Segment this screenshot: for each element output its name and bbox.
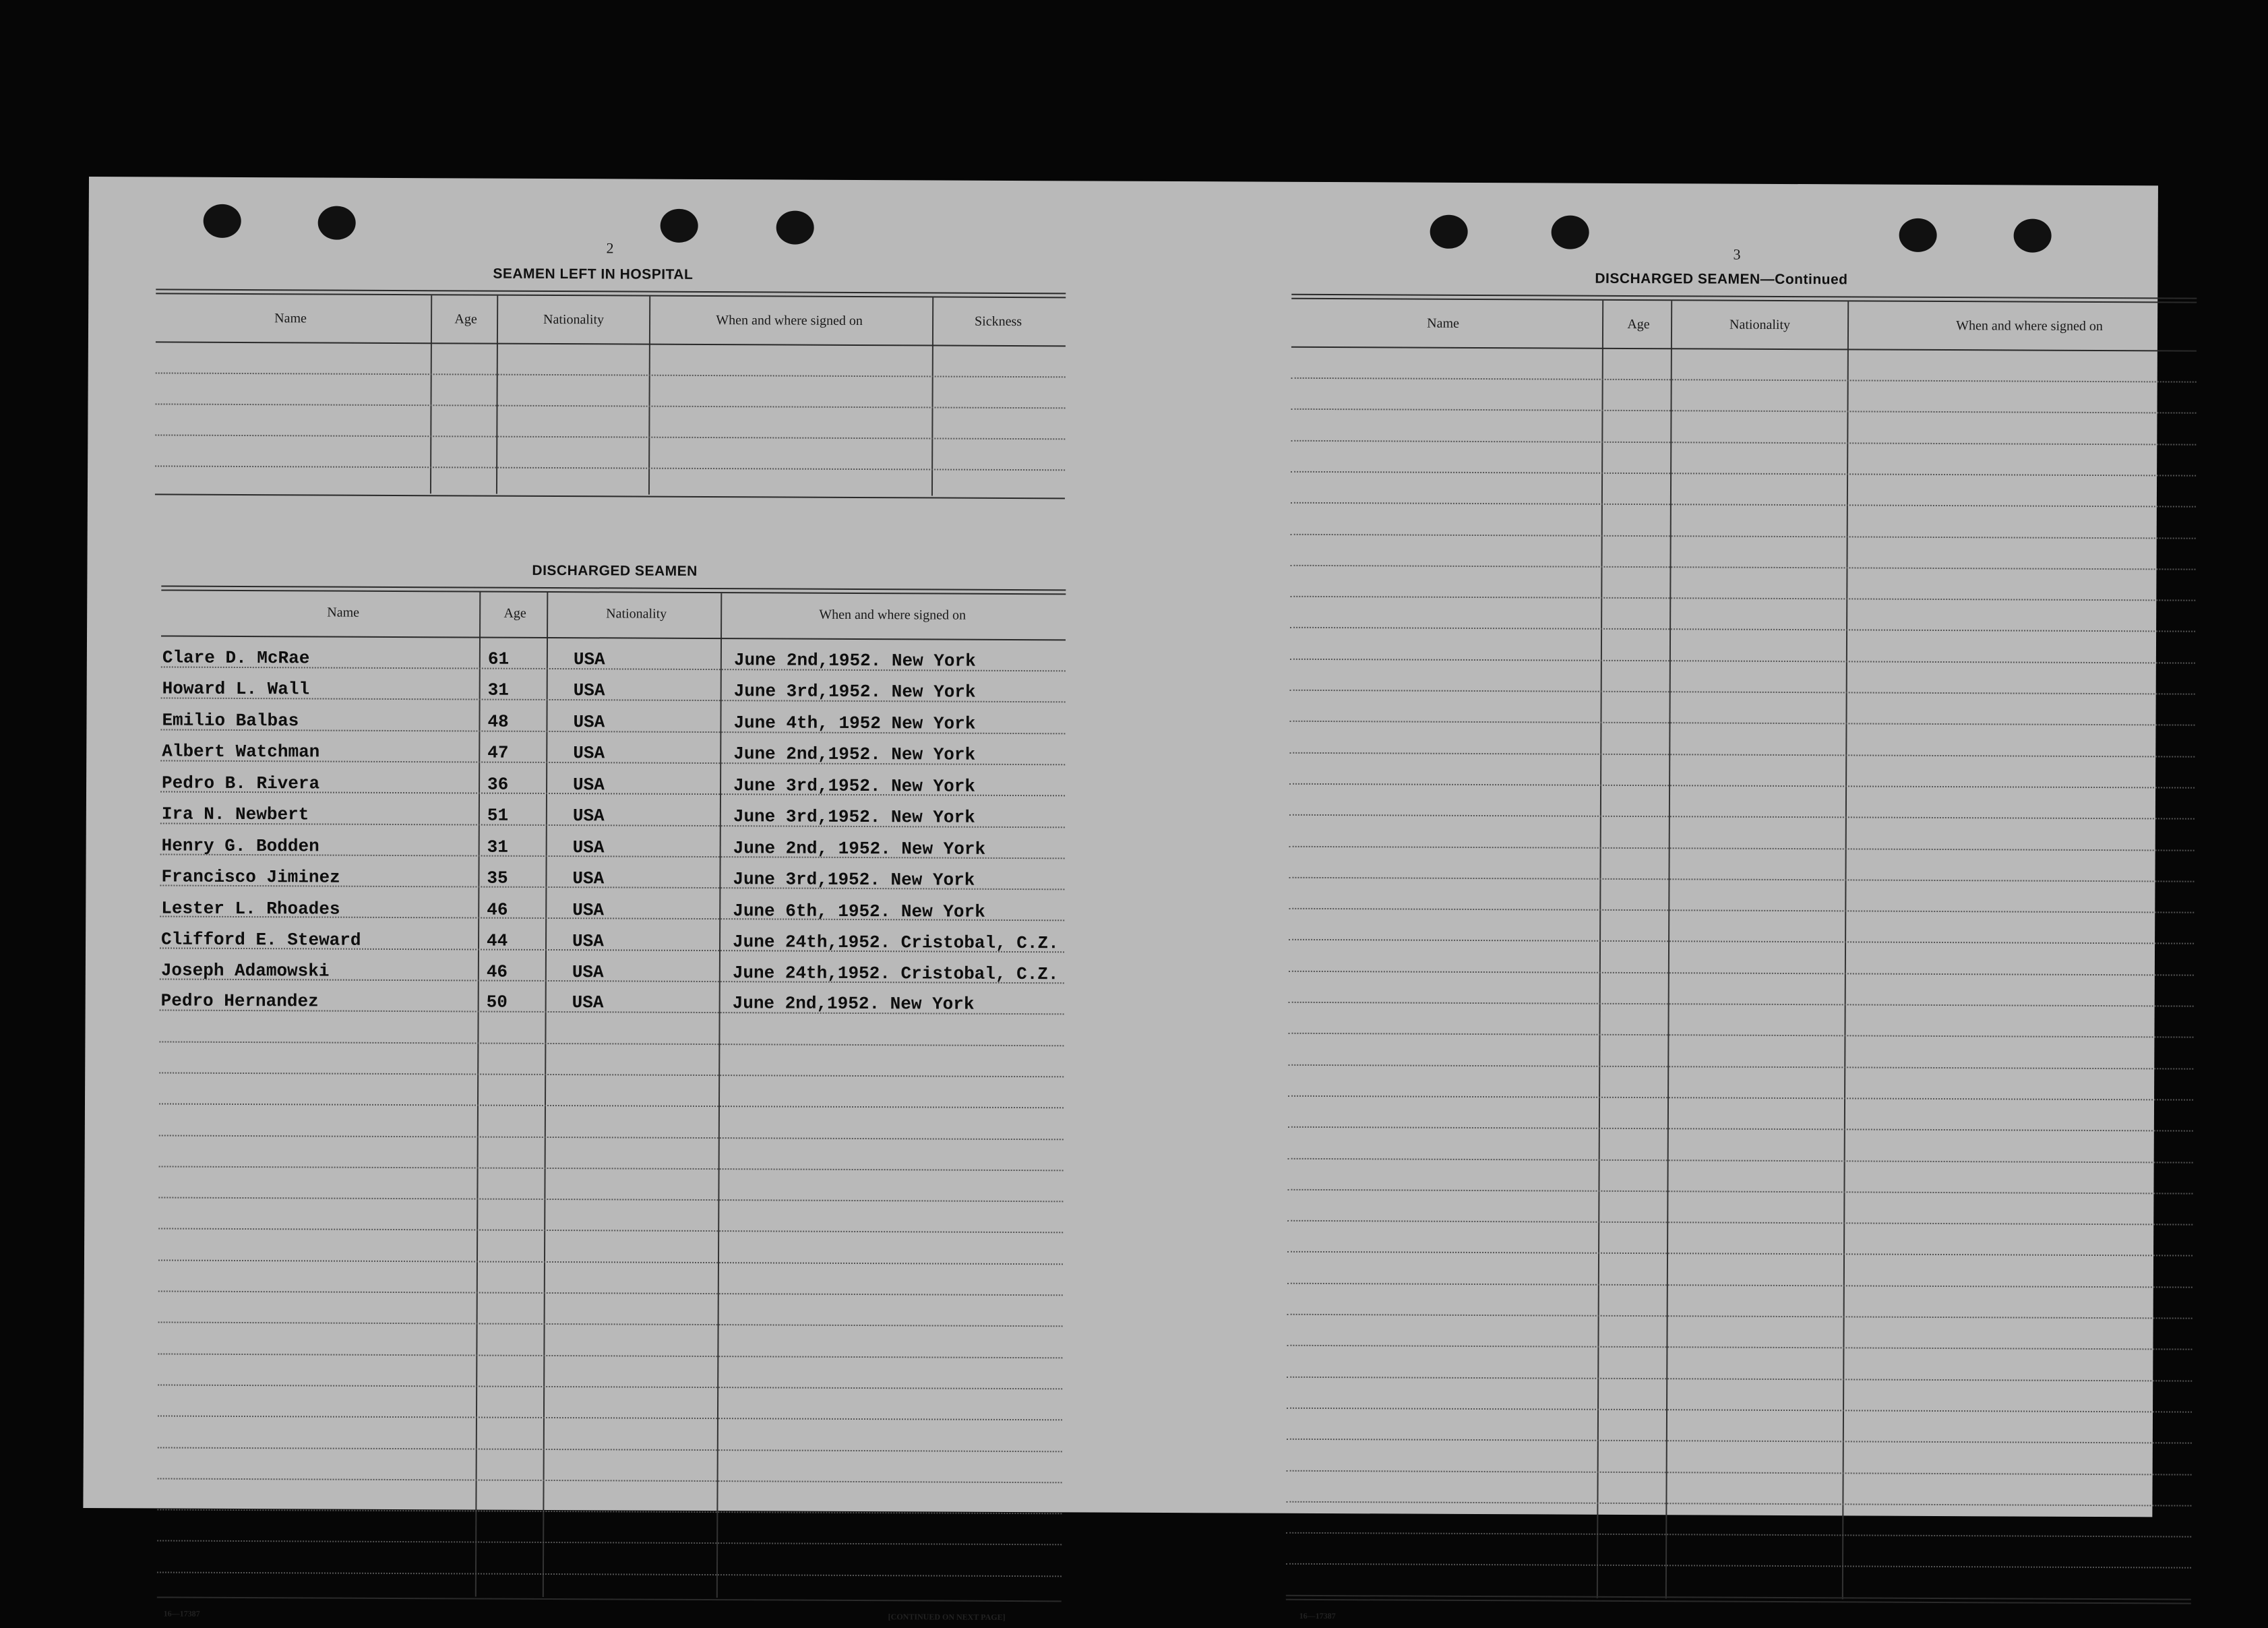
row-line [1287, 1439, 2192, 1444]
page-number: 2 [606, 239, 614, 257]
age-cell: 35 [487, 868, 508, 888]
rule [161, 635, 1066, 640]
age-cell: 47 [487, 742, 509, 763]
row-line [1289, 877, 2194, 882]
row-line [158, 1384, 1062, 1389]
row-line [159, 1104, 1064, 1109]
column-header-signed-on: When and where signed on [716, 313, 863, 329]
row-line [158, 1290, 1063, 1296]
row-line [1287, 1376, 2192, 1381]
row-line [1290, 690, 2195, 695]
row-line [1288, 1064, 2193, 1069]
row-line [159, 1135, 1064, 1140]
nationality-cell: USA [572, 837, 605, 858]
left-page [83, 177, 1113, 1622]
name-cell: Ira N. Newbert [161, 804, 309, 825]
nationality-cell: USA [573, 775, 605, 795]
row-line [158, 1416, 1062, 1421]
column-header-age: Age [454, 311, 477, 327]
nationality-cell: USA [573, 680, 605, 701]
section-title-discharged: DISCHARGED SEAMEN [532, 562, 698, 579]
signed-on-cell: June 24th,1952. Cristobal, C.Z. [732, 963, 1059, 985]
row-line [156, 372, 1066, 378]
row-line [1291, 440, 2196, 445]
name-cell: Howard L. Wall [162, 678, 310, 700]
form-number: 16—17387 [163, 1608, 200, 1619]
ruled-lines [1194, 181, 2158, 185]
rule [1286, 1599, 2191, 1604]
row-line [1289, 908, 2194, 913]
rule [1291, 298, 2197, 303]
signed-on-cell: June 3rd,1952. New York [733, 681, 976, 702]
row-line [1289, 845, 2195, 851]
rule [161, 589, 1066, 595]
column-divider [931, 297, 933, 495]
row-line [1290, 565, 2195, 570]
column-header-name: Name [327, 605, 360, 620]
rule [155, 493, 1065, 499]
column-divider [543, 593, 549, 1597]
row-line [1287, 1314, 2193, 1319]
name-cell: Clifford E. Steward [160, 929, 361, 951]
row-line [1291, 533, 2196, 539]
column-divider [496, 296, 498, 494]
row-line [158, 1228, 1063, 1234]
age-cell: 31 [487, 837, 508, 857]
name-cell: Emilio Balbas [162, 710, 299, 731]
row-line [155, 465, 1065, 471]
row-line [1287, 1408, 2192, 1413]
row-line [155, 434, 1065, 440]
age-cell: 61 [487, 649, 510, 669]
section-title-hospital: SEAMEN LEFT IN HOSPITAL [493, 266, 694, 282]
nationality-cell: USA [572, 992, 604, 1013]
rule [156, 341, 1066, 346]
row-line [158, 1259, 1063, 1265]
column-header-sickness: Sickness [975, 313, 1022, 330]
continued-note: [CONTINUED ON NEXT PAGE] [888, 1612, 1006, 1622]
column-header-signed-on: When and where signed on [1956, 318, 2103, 334]
signed-on-cell: June 2nd,1952. New York [732, 993, 975, 1015]
column-header-nationality: Nationality [606, 606, 667, 622]
column-divider [1597, 301, 1603, 1598]
row-line [1291, 471, 2196, 477]
page-number: 3 [1733, 245, 1741, 263]
row-line [1288, 1126, 2193, 1132]
name-cell: Pedro Hernandez [160, 990, 319, 1012]
nationality-cell: USA [572, 962, 604, 983]
column-header-name: Name [1427, 315, 1459, 331]
signed-on-cell: June 24th,1952. Cristobal, C.Z. [732, 932, 1059, 954]
row-line [158, 1353, 1062, 1358]
row-line [157, 1540, 1062, 1546]
row-line [1286, 1532, 2191, 1538]
row-line [1289, 752, 2195, 757]
row-line [1289, 939, 2194, 944]
name-cell: Pedro B. Rivera [162, 773, 320, 794]
row-line [1289, 970, 2194, 975]
row-line [1288, 1033, 2193, 1038]
column-divider [1842, 301, 1849, 1599]
row-line [1289, 814, 2195, 820]
signed-on-cell: June 4th, 1952 New York [733, 713, 976, 734]
row-line [159, 1072, 1064, 1077]
section-title-discharged-continued: DISCHARGED SEAMEN—Continued [1595, 270, 1848, 288]
nationality-cell: USA [572, 868, 605, 889]
row-line [159, 1166, 1064, 1171]
rule [1291, 346, 2197, 352]
row-line [1287, 1251, 2193, 1257]
nationality-cell: USA [572, 931, 604, 952]
row-line [1286, 1563, 2191, 1569]
row-line [157, 1509, 1062, 1515]
signed-on-cell: June 3rd,1952. New York [733, 806, 975, 828]
row-line [1287, 1470, 2192, 1475]
rule [157, 1596, 1062, 1602]
row-line [158, 1447, 1062, 1452]
name-cell: Francisco Jiminez [161, 866, 340, 888]
nationality-cell: USA [573, 712, 605, 733]
age-cell: 46 [487, 899, 508, 920]
row-line [158, 1322, 1063, 1327]
row-line [1290, 627, 2195, 632]
age-cell: 36 [487, 774, 509, 795]
ruled-lines [89, 177, 1113, 181]
age-cell: 50 [486, 992, 508, 1013]
age-cell: 31 [487, 680, 509, 700]
column-header-nationality: Nationality [1729, 317, 1791, 333]
nationality-cell: USA [573, 649, 605, 670]
signed-on-cell: June 2nd, 1952. New York [733, 838, 986, 860]
name-cell: Joseph Adamowski [160, 960, 330, 982]
column-divider [430, 295, 432, 493]
row-line [1288, 1157, 2193, 1163]
row-line [1287, 1220, 2193, 1226]
row-line [1291, 409, 2197, 414]
row-line [1289, 1002, 2194, 1007]
row-line [158, 1197, 1063, 1203]
row-line [1289, 721, 2195, 726]
row-line [1290, 658, 2195, 663]
signed-on-cell: June 2nd,1952. New York [733, 650, 976, 671]
age-cell: 51 [487, 805, 509, 826]
row-line [1288, 1095, 2193, 1101]
row-line [1290, 596, 2195, 601]
column-divider [648, 297, 650, 495]
row-line [1291, 378, 2197, 383]
age-cell: 44 [486, 930, 508, 951]
age-cell: 48 [487, 711, 509, 732]
column-header-age: Age [503, 605, 526, 621]
rule [156, 293, 1066, 298]
right-page [1188, 181, 2158, 1621]
signed-on-cell: June 2nd,1952. New York [733, 744, 976, 765]
column-header-age: Age [1627, 316, 1650, 332]
name-cell: Clare D. McRae [162, 647, 310, 669]
row-line [1291, 502, 2196, 508]
signed-on-cell: June 3rd,1952. New York [733, 869, 975, 891]
signed-on-cell: June 3rd,1952. New York [733, 775, 975, 797]
column-divider [475, 593, 481, 1597]
column-divider [716, 593, 723, 1598]
name-cell: Lester L. Rhoades [161, 898, 340, 919]
column-header-signed-on: When and where signed on [819, 607, 967, 623]
row-line [1286, 1501, 2191, 1507]
row-line [1287, 1282, 2193, 1288]
nationality-cell: USA [573, 743, 605, 764]
signed-on-cell: June 6th, 1952. New York [733, 901, 985, 922]
scanned-document [83, 177, 2158, 1622]
form-number: 16—17387 [1299, 1610, 1336, 1621]
name-cell: Albert Watchman [162, 741, 320, 762]
column-header-name: Name [274, 311, 307, 326]
column-header-nationality: Nationality [543, 311, 605, 328]
row-line [158, 1478, 1062, 1483]
row-line [1289, 783, 2195, 789]
nationality-cell: USA [572, 900, 605, 921]
nationality-cell: USA [572, 806, 605, 826]
row-line [159, 1041, 1064, 1046]
age-cell: 46 [486, 961, 508, 982]
row-line [157, 1571, 1062, 1577]
row-line [1287, 1189, 2193, 1195]
name-cell: Henry G. Bodden [161, 835, 319, 857]
column-divider [1665, 301, 1672, 1598]
row-line [1287, 1345, 2192, 1350]
row-line [156, 403, 1066, 409]
